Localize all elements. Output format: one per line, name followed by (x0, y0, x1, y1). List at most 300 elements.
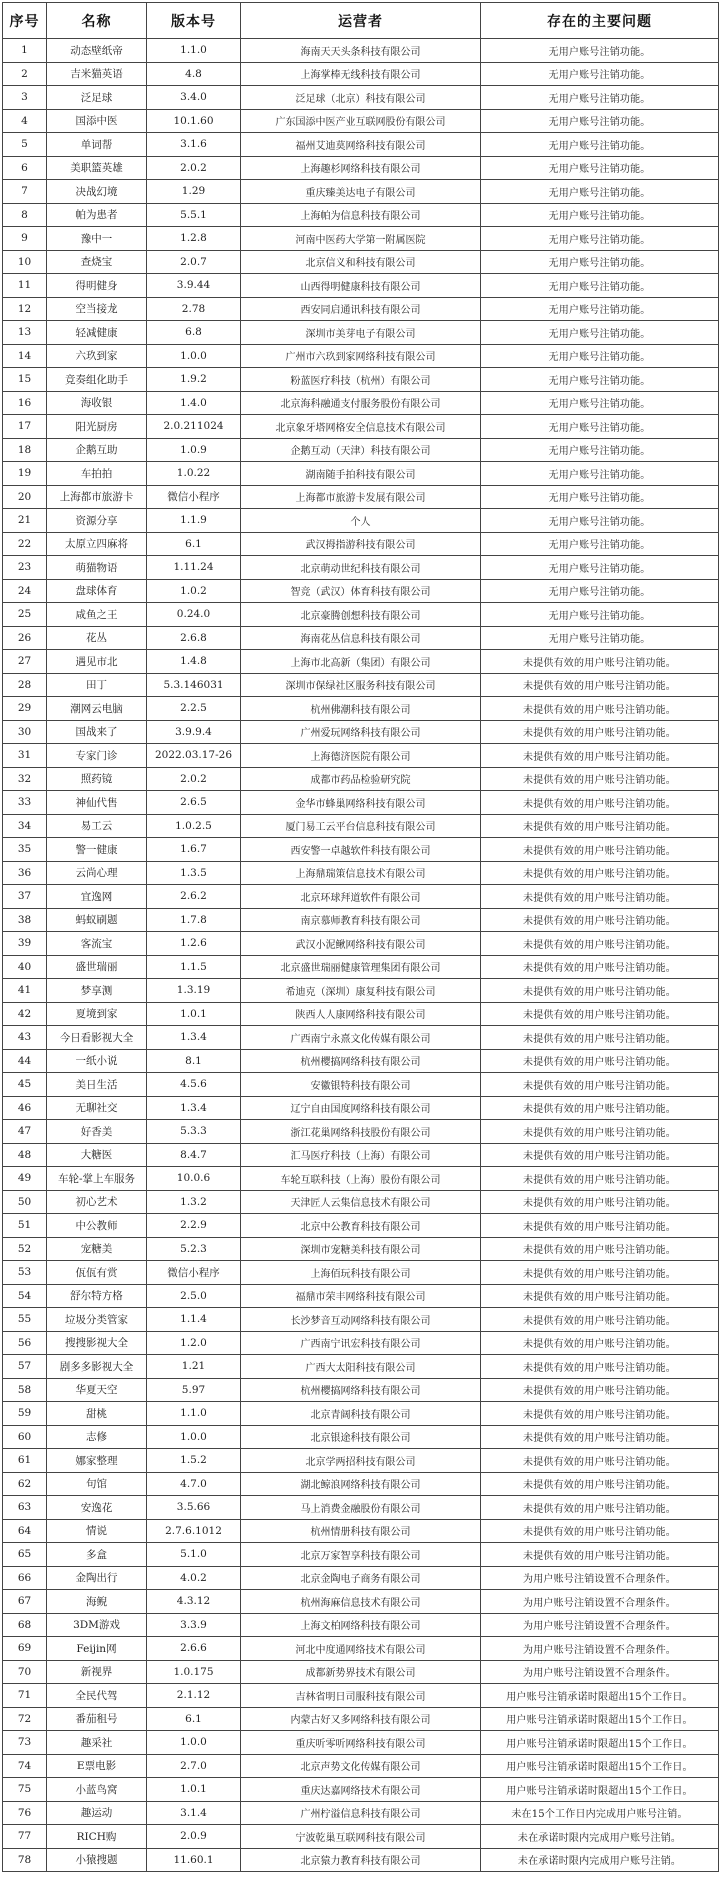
cell-version: 1.3.4 (147, 1096, 241, 1120)
table-row (3, 885, 719, 909)
cell-version: 2.7.6.1012 (147, 1519, 241, 1543)
cell-issue: 无用户账号注销功能。 (481, 133, 719, 157)
cell-version: 微信小程序 (147, 1261, 241, 1285)
table-row (3, 39, 719, 63)
cell-issue: 未提供有效的用户账号注销功能。 (481, 861, 719, 885)
cell-version: 8.1 (147, 1049, 241, 1073)
cell-issue: 未提供有效的用户账号注销功能。 (481, 1284, 719, 1308)
cell-version: 1.1.9 (147, 509, 241, 533)
table-row (3, 203, 719, 227)
cell-issue: 为用户账号注销设置不合理条件。 (481, 1566, 719, 1590)
table-body (3, 39, 719, 1872)
cell-app-name: 娜家整理 (47, 1449, 147, 1473)
cell-index: 52 (3, 1237, 47, 1261)
cell-operator: 北京海科融通支付服务股份有限公司 (241, 391, 481, 415)
cell-index: 19 (3, 462, 47, 486)
cell-operator: 上海德济医院有限公司 (241, 744, 481, 768)
cell-app-name: 吉米猫英语 (47, 62, 147, 86)
table-row (3, 1214, 719, 1238)
cell-operator: 成都新势界技术有限公司 (241, 1660, 481, 1684)
cell-app-name: 专家门诊 (47, 744, 147, 768)
cell-version: 1.6.7 (147, 838, 241, 862)
cell-app-name: 大糖医 (47, 1143, 147, 1167)
table-row (3, 556, 719, 580)
cell-operator: 长沙梦音互动网络科技有限公司 (241, 1308, 481, 1332)
table-row (3, 1308, 719, 1332)
cell-version: 1.2.8 (147, 227, 241, 251)
table-row (3, 415, 719, 439)
cell-index: 13 (3, 321, 47, 345)
cell-version: 2.5.0 (147, 1284, 241, 1308)
cell-version: 2.1.12 (147, 1684, 241, 1708)
cell-issue: 为用户账号注销设置不合理条件。 (481, 1637, 719, 1661)
cell-operator: 海南天天头条科技有限公司 (241, 39, 481, 63)
cell-issue: 无用户账号注销功能。 (481, 556, 719, 580)
cell-version: 2.0.7 (147, 250, 241, 274)
cell-operator: 杭州佛潮科技有限公司 (241, 697, 481, 721)
cell-app-name: 夏境到家 (47, 1002, 147, 1026)
cell-issue: 用户账号注销承诺时限超出15个工作日。 (481, 1684, 719, 1708)
cell-operator: 广州柠溢信息科技有限公司 (241, 1801, 481, 1825)
cell-version: 1.4.8 (147, 650, 241, 674)
cell-app-name: 帕为患者 (47, 203, 147, 227)
cell-app-name: 太原立四麻将 (47, 532, 147, 556)
table-row (3, 603, 719, 627)
header-issue: 存在的主要问题 (481, 3, 719, 39)
table-row (3, 1590, 719, 1614)
cell-app-name: E票电影 (47, 1754, 147, 1778)
cell-issue: 未提供有效的用户账号注销功能。 (481, 979, 719, 1003)
cell-app-name: 阳光厨房 (47, 415, 147, 439)
cell-app-name: 安逸花 (47, 1496, 147, 1520)
cell-index: 14 (3, 344, 47, 368)
cell-index: 71 (3, 1684, 47, 1708)
cell-issue: 无用户账号注销功能。 (481, 509, 719, 533)
cell-operator: 湖北鲸浪网络科技有限公司 (241, 1472, 481, 1496)
cell-operator: 重庆达嘉网络技术有限公司 (241, 1778, 481, 1802)
table-row (3, 1637, 719, 1661)
cell-version: 1.1.5 (147, 955, 241, 979)
cell-operator: 浙江花巢网络科技股份有限公司 (241, 1120, 481, 1144)
cell-app-name: 中公教师 (47, 1214, 147, 1238)
cell-issue: 未提供有效的用户账号注销功能。 (481, 1472, 719, 1496)
cell-issue: 无用户账号注销功能。 (481, 227, 719, 251)
cell-operator: 杭州海麻信息技术有限公司 (241, 1590, 481, 1614)
header-version: 版本号 (147, 3, 241, 39)
cell-version: 8.4.7 (147, 1143, 241, 1167)
cell-issue: 未提供有效的用户账号注销功能。 (481, 697, 719, 721)
cell-index: 34 (3, 814, 47, 838)
cell-operator: 北京金陶电子商务有限公司 (241, 1566, 481, 1590)
cell-issue: 未提供有效的用户账号注销功能。 (481, 1378, 719, 1402)
table-row (3, 250, 719, 274)
table-row (3, 485, 719, 509)
table-row (3, 1778, 719, 1802)
cell-version: 1.0.0 (147, 344, 241, 368)
cell-issue: 无用户账号注销功能。 (481, 485, 719, 509)
cell-app-name: 轻减健康 (47, 321, 147, 345)
table-row (3, 626, 719, 650)
cell-index: 25 (3, 603, 47, 627)
cell-index: 64 (3, 1519, 47, 1543)
app-issues-table (2, 2, 719, 1872)
cell-issue: 未提供有效的用户账号注销功能。 (481, 1073, 719, 1097)
cell-operator: 武汉拇指游科技有限公司 (241, 532, 481, 556)
table-row (3, 1472, 719, 1496)
cell-version: 2.7.0 (147, 1754, 241, 1778)
cell-issue: 未提供有效的用户账号注销功能。 (481, 1519, 719, 1543)
cell-version: 2.6.8 (147, 626, 241, 650)
cell-app-name: 照药镜 (47, 767, 147, 791)
cell-operator: 广州市六玖到家网络科技有限公司 (241, 344, 481, 368)
cell-issue: 无用户账号注销功能。 (481, 274, 719, 298)
cell-issue: 未提供有效的用户账号注销功能。 (481, 814, 719, 838)
cell-operator: 泛足球（北京）科技有限公司 (241, 86, 481, 110)
cell-app-name: 企鹅互助 (47, 438, 147, 462)
cell-operator: 广西南宁讯宏科技有限公司 (241, 1331, 481, 1355)
cell-operator: 杭州情册科技有限公司 (241, 1519, 481, 1543)
cell-version: 1.1.4 (147, 1308, 241, 1332)
cell-version: 1.3.4 (147, 1026, 241, 1050)
cell-version: 6.1 (147, 1707, 241, 1731)
cell-version: 1.7.8 (147, 908, 241, 932)
table-row (3, 227, 719, 251)
cell-operator: 天津匠人云集信息技术有限公司 (241, 1190, 481, 1214)
cell-index: 40 (3, 955, 47, 979)
cell-index: 38 (3, 908, 47, 932)
table-row (3, 321, 719, 345)
cell-operator: 北京象牙塔网格安全信息技术有限公司 (241, 415, 481, 439)
table-row (3, 1566, 719, 1590)
cell-version: 6.1 (147, 532, 241, 556)
cell-issue: 用户账号注销承诺时限超出15个工作日。 (481, 1778, 719, 1802)
cell-index: 35 (3, 838, 47, 862)
table-row (3, 1143, 719, 1167)
cell-operator: 北京学两招科技有限公司 (241, 1449, 481, 1473)
cell-operator: 北京环球拜道软件有限公司 (241, 885, 481, 909)
cell-app-name: 佤佤有赏 (47, 1261, 147, 1285)
cell-version: 1.2.6 (147, 932, 241, 956)
cell-app-name: 蚂蚁刷题 (47, 908, 147, 932)
cell-issue: 未提供有效的用户账号注销功能。 (481, 1496, 719, 1520)
cell-index: 72 (3, 1707, 47, 1731)
cell-issue: 未提供有效的用户账号注销功能。 (481, 1214, 719, 1238)
cell-app-name: 新视界 (47, 1660, 147, 1684)
cell-operator: 陕西人人康网络科技有限公司 (241, 1002, 481, 1026)
cell-operator: 汇马医疗科技（上海）有限公司 (241, 1143, 481, 1167)
cell-version: 2.2.5 (147, 697, 241, 721)
cell-version: 1.29 (147, 180, 241, 204)
cell-issue: 无用户账号注销功能。 (481, 344, 719, 368)
table-row (3, 62, 719, 86)
header-index: 序号 (3, 3, 47, 39)
cell-operator: 上海文柏网络科技有限公司 (241, 1613, 481, 1637)
cell-operator: 海南花丛信息科技有限公司 (241, 626, 481, 650)
cell-issue: 未提供有效的用户账号注销功能。 (481, 1425, 719, 1449)
table-row (3, 814, 719, 838)
cell-issue: 用户账号注销承诺时限超出15个工作日。 (481, 1754, 719, 1778)
table-row (3, 344, 719, 368)
cell-version: 10.0.6 (147, 1167, 241, 1191)
table-row (3, 908, 719, 932)
cell-version: 1.0.0 (147, 1425, 241, 1449)
cell-version: 4.8 (147, 62, 241, 86)
cell-app-name: 客流宝 (47, 932, 147, 956)
cell-version: 1.0.0 (147, 1731, 241, 1755)
cell-operator: 车轮互联科技（上海）股份有限公司 (241, 1167, 481, 1191)
cell-version: 1.3.19 (147, 979, 241, 1003)
cell-version: 1.0.2.5 (147, 814, 241, 838)
cell-version: 3.4.0 (147, 86, 241, 110)
cell-issue: 未提供有效的用户账号注销功能。 (481, 1096, 719, 1120)
cell-version: 3.5.66 (147, 1496, 241, 1520)
cell-index: 32 (3, 767, 47, 791)
cell-operator: 企鹅互动（天津）科技有限公司 (241, 438, 481, 462)
cell-index: 51 (3, 1214, 47, 1238)
cell-version: 1.0.2 (147, 579, 241, 603)
table-row (3, 1613, 719, 1637)
cell-index: 33 (3, 791, 47, 815)
table-row (3, 509, 719, 533)
cell-app-name: 盛世瑞丽 (47, 955, 147, 979)
cell-index: 28 (3, 673, 47, 697)
cell-app-name: 番茄租号 (47, 1707, 147, 1731)
cell-version: 4.5.6 (147, 1073, 241, 1097)
cell-version: 3.1.6 (147, 133, 241, 157)
cell-app-name: 金陶出行 (47, 1566, 147, 1590)
cell-app-name: 六玖到家 (47, 344, 147, 368)
cell-index: 20 (3, 485, 47, 509)
cell-operator: 山西得明健康科技有限公司 (241, 274, 481, 298)
cell-operator: 西安警一卓越软件科技有限公司 (241, 838, 481, 862)
cell-operator: 金华市蜂巢网络科技有限公司 (241, 791, 481, 815)
cell-operator: 深圳市美芽电子有限公司 (241, 321, 481, 345)
header-operator: 运营者 (241, 3, 481, 39)
cell-index: 65 (3, 1543, 47, 1567)
cell-issue: 无用户账号注销功能。 (481, 438, 719, 462)
table-row (3, 791, 719, 815)
cell-index: 68 (3, 1613, 47, 1637)
cell-index: 76 (3, 1801, 47, 1825)
cell-app-name: 一纸小说 (47, 1049, 147, 1073)
table-row (3, 1284, 719, 1308)
cell-issue: 未提供有效的用户账号注销功能。 (481, 1261, 719, 1285)
cell-app-name: 舒尔特方格 (47, 1284, 147, 1308)
cell-app-name: 潮网云电脑 (47, 697, 147, 721)
cell-index: 22 (3, 532, 47, 556)
cell-operator: 吉林省明日司服科技有限公司 (241, 1684, 481, 1708)
cell-app-name: 车拍拍 (47, 462, 147, 486)
cell-issue: 未提供有效的用户账号注销功能。 (481, 1237, 719, 1261)
table-row (3, 1543, 719, 1567)
cell-issue: 无用户账号注销功能。 (481, 250, 719, 274)
cell-version: 1.0.9 (147, 438, 241, 462)
cell-issue: 未在承诺时限内完成用户账号注销。 (481, 1848, 719, 1872)
table-row (3, 1378, 719, 1402)
table-row (3, 532, 719, 556)
cell-app-name: 3DM游戏 (47, 1613, 147, 1637)
cell-index: 77 (3, 1825, 47, 1849)
cell-index: 8 (3, 203, 47, 227)
cell-issue: 未提供有效的用户账号注销功能。 (481, 791, 719, 815)
cell-operator: 上海都市旅游卡发展有限公司 (241, 485, 481, 509)
cell-issue: 无用户账号注销功能。 (481, 39, 719, 63)
cell-index: 7 (3, 180, 47, 204)
table-row (3, 156, 719, 180)
table-row (3, 1402, 719, 1426)
table-row (3, 391, 719, 415)
cell-version: 1.0.175 (147, 1660, 241, 1684)
cell-version: 0.24.0 (147, 603, 241, 627)
cell-index: 70 (3, 1660, 47, 1684)
table-row (3, 1660, 719, 1684)
table-row (3, 955, 719, 979)
cell-index: 2 (3, 62, 47, 86)
cell-app-name: 竞奏组化助手 (47, 368, 147, 392)
table-row (3, 1167, 719, 1191)
cell-app-name: 动态壁纸帝 (47, 39, 147, 63)
cell-version: 5.3.146031 (147, 673, 241, 697)
cell-app-name: 搜搜影视大全 (47, 1331, 147, 1355)
table-row (3, 579, 719, 603)
cell-app-name: 好香美 (47, 1120, 147, 1144)
cell-issue: 无用户账号注销功能。 (481, 415, 719, 439)
table-row (3, 720, 719, 744)
cell-version: 1.0.22 (147, 462, 241, 486)
cell-issue: 无用户账号注销功能。 (481, 203, 719, 227)
cell-issue: 无用户账号注销功能。 (481, 532, 719, 556)
cell-app-name: 豫中一 (47, 227, 147, 251)
cell-index: 53 (3, 1261, 47, 1285)
cell-app-name: 田丁 (47, 673, 147, 697)
cell-operator: 马上消费金融股份有限公司 (241, 1496, 481, 1520)
table-row (3, 1096, 719, 1120)
cell-index: 74 (3, 1754, 47, 1778)
table-row (3, 979, 719, 1003)
table-row (3, 368, 719, 392)
cell-operator: 福州艾迪莫网络科技有限公司 (241, 133, 481, 157)
cell-app-name: 国战来了 (47, 720, 147, 744)
cell-app-name: 多盒 (47, 1543, 147, 1567)
cell-app-name: RICH购 (47, 1825, 147, 1849)
cell-index: 31 (3, 744, 47, 768)
cell-app-name: 小猿搜题 (47, 1848, 147, 1872)
cell-app-name: 海收银 (47, 391, 147, 415)
cell-operator: 重庆听零听网络科技有限公司 (241, 1731, 481, 1755)
cell-index: 3 (3, 86, 47, 110)
cell-operator: 内蒙古好又多网络科技有限公司 (241, 1707, 481, 1731)
cell-index: 78 (3, 1848, 47, 1872)
cell-app-name: 盘球体育 (47, 579, 147, 603)
cell-index: 18 (3, 438, 47, 462)
cell-issue: 无用户账号注销功能。 (481, 462, 719, 486)
cell-operator: 北京萌动世纪科技有限公司 (241, 556, 481, 580)
cell-app-name: 国添中医 (47, 109, 147, 133)
cell-index: 36 (3, 861, 47, 885)
cell-version: 3.9.44 (147, 274, 241, 298)
cell-version: 1.5.2 (147, 1449, 241, 1473)
cell-version: 4.0.2 (147, 1566, 241, 1590)
cell-issue: 未提供有效的用户账号注销功能。 (481, 1049, 719, 1073)
cell-version: 2.6.2 (147, 885, 241, 909)
table-row (3, 1002, 719, 1026)
cell-app-name: 无聊社交 (47, 1096, 147, 1120)
cell-issue: 未在15个工作日内完成用户账号注销。 (481, 1801, 719, 1825)
cell-operator: 上海鼎瑞策信息技术有限公司 (241, 861, 481, 885)
cell-app-name: 趣运动 (47, 1801, 147, 1825)
cell-issue: 无用户账号注销功能。 (481, 626, 719, 650)
cell-index: 55 (3, 1308, 47, 1332)
cell-app-name: 梦享测 (47, 979, 147, 1003)
cell-issue: 为用户账号注销设置不合理条件。 (481, 1613, 719, 1637)
cell-app-name: 今日看影视大全 (47, 1026, 147, 1050)
header-name: 名称 (47, 3, 147, 39)
cell-issue: 无用户账号注销功能。 (481, 156, 719, 180)
cell-app-name: 神仙代售 (47, 791, 147, 815)
cell-operator: 厦门易工云平台信息科技有限公司 (241, 814, 481, 838)
cell-issue: 未提供有效的用户账号注销功能。 (481, 650, 719, 674)
cell-version: 2.78 (147, 297, 241, 321)
cell-operator: 北京中公教育科技有限公司 (241, 1214, 481, 1238)
cell-version: 5.3.3 (147, 1120, 241, 1144)
cell-version: 5.1.0 (147, 1543, 241, 1567)
cell-issue: 无用户账号注销功能。 (481, 579, 719, 603)
cell-index: 60 (3, 1425, 47, 1449)
cell-issue: 无用户账号注销功能。 (481, 62, 719, 86)
cell-issue: 未提供有效的用户账号注销功能。 (481, 1143, 719, 1167)
cell-index: 17 (3, 415, 47, 439)
table-row (3, 1120, 719, 1144)
table-row (3, 1731, 719, 1755)
cell-operator: 个人 (241, 509, 481, 533)
table-header-row (3, 3, 719, 39)
cell-version: 1.1.0 (147, 1402, 241, 1426)
cell-app-name: 空当接龙 (47, 297, 147, 321)
cell-issue: 未提供有效的用户账号注销功能。 (481, 885, 719, 909)
cell-issue: 未提供有效的用户账号注销功能。 (481, 1331, 719, 1355)
table-row (3, 1049, 719, 1073)
cell-index: 12 (3, 297, 47, 321)
cell-version: 2.2.9 (147, 1214, 241, 1238)
cell-issue: 未提供有效的用户账号注销功能。 (481, 1449, 719, 1473)
cell-app-name: 咸鱼之王 (47, 603, 147, 627)
cell-app-name: 全民代驾 (47, 1684, 147, 1708)
cell-operator: 南京慕师教育科技有限公司 (241, 908, 481, 932)
cell-version: 1.9.2 (147, 368, 241, 392)
table-row (3, 1073, 719, 1097)
cell-app-name: Feijin网 (47, 1637, 147, 1661)
cell-version: 3.1.4 (147, 1801, 241, 1825)
cell-operator: 杭州樱搞网络科技有限公司 (241, 1049, 481, 1073)
cell-issue: 未提供有效的用户账号注销功能。 (481, 1190, 719, 1214)
cell-app-name: 决战幻境 (47, 180, 147, 204)
cell-operator: 北京声势文化传媒有限公司 (241, 1754, 481, 1778)
cell-operator: 上海帕为信息科技有限公司 (241, 203, 481, 227)
cell-version: 1.3.2 (147, 1190, 241, 1214)
cell-app-name: 志修 (47, 1425, 147, 1449)
table-row (3, 744, 719, 768)
cell-app-name: 美职篮英雄 (47, 156, 147, 180)
cell-app-name: 易工云 (47, 814, 147, 838)
cell-index: 9 (3, 227, 47, 251)
table-row (3, 1425, 719, 1449)
cell-app-name: 泛足球 (47, 86, 147, 110)
cell-index: 23 (3, 556, 47, 580)
cell-app-name: 宠糖美 (47, 1237, 147, 1261)
table-row (3, 1026, 719, 1050)
cell-version: 1.2.0 (147, 1331, 241, 1355)
cell-operator: 北京豪腾创想科技有限公司 (241, 603, 481, 627)
